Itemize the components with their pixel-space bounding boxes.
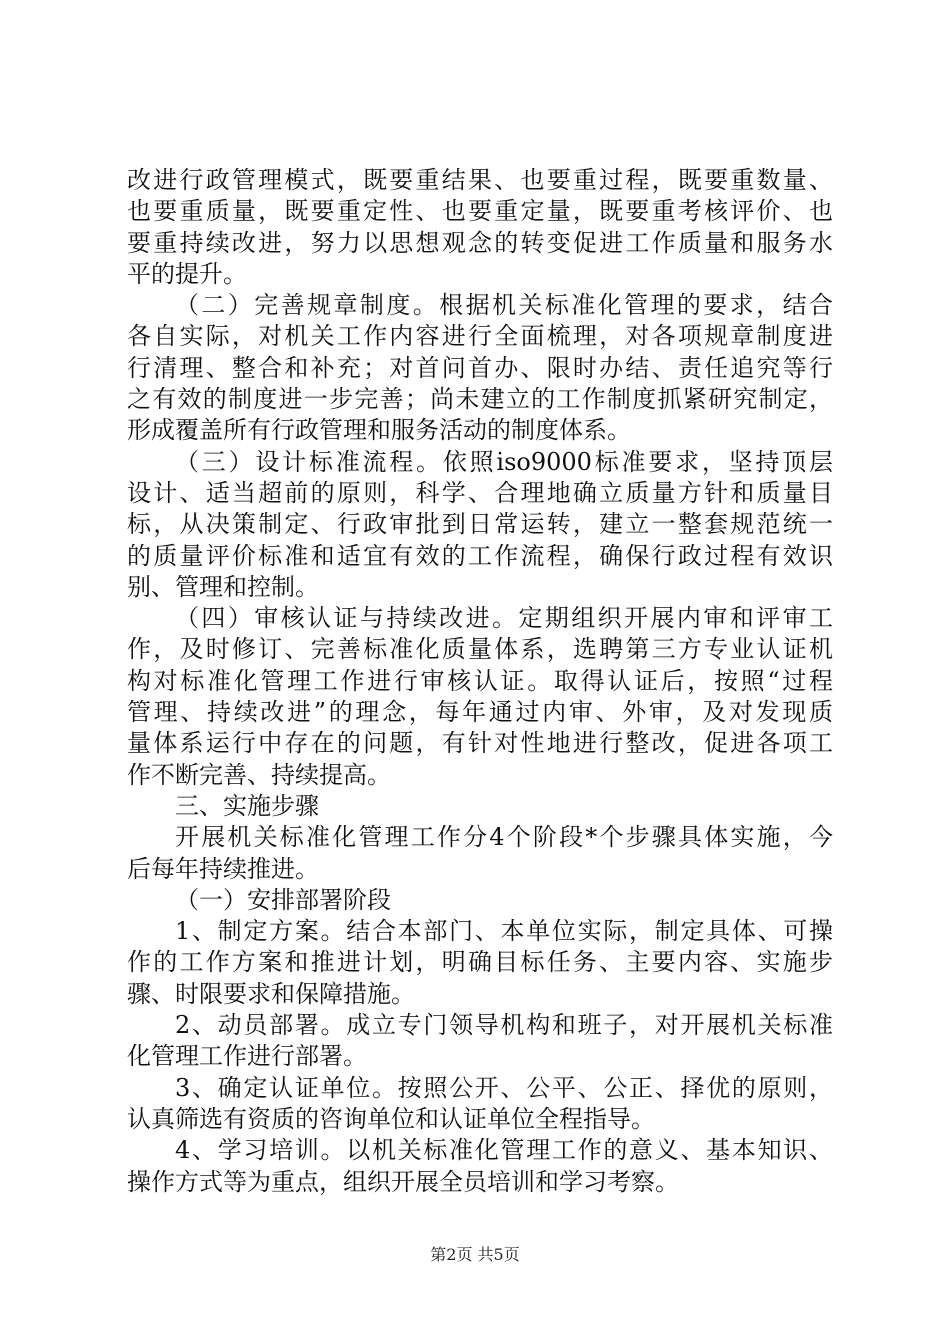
text-line: 各自实际，对机关工作内容进行全面梳理，对各项规章制度进 <box>127 322 833 351</box>
text-line: 作不断完善、持续提高。 <box>127 760 391 789</box>
text-line: 三、实施步骤 <box>175 791 319 820</box>
text-line: 之有效的制度进一步完善；尚未建立的工作制度抓紧研究制定， <box>127 385 833 414</box>
text-line: 操作方式等为重点，组织开展全员培训和学习考察。 <box>127 1167 679 1196</box>
text-line: 4、学习培训。以机关标准化管理工作的意义、基本知识、 <box>175 1136 833 1165</box>
text-line: 要重持续改进，努力以思想观念的转变促进工作质量和服务水 <box>127 228 833 257</box>
text-line: 量体系运行中存在的问题，有针对性地进行整改，促进各项工 <box>127 729 833 758</box>
text-line: 标，从决策制定、行政审批到日常运转，建立一整套规范统一 <box>127 510 833 539</box>
text-line: 1、制定方案。结合本部门、本单位实际，制定具体、可操 <box>175 917 833 946</box>
text-line: （二）完善规章制度。根据机关标准化管理的要求，结合 <box>175 291 833 320</box>
text-line: 作，及时修订、完善标准化质量体系，选聘第三方专业认证机 <box>127 635 833 664</box>
text-line: 后每年持续推进。 <box>127 854 319 883</box>
text-line: 作的工作方案和推进计划，明确目标任务、主要内容、实施步 <box>127 948 833 977</box>
text-line: 也要重质量，既要重定性、也要重定量，既要重考核评价、也 <box>127 197 833 226</box>
text-line: 构对标准化管理工作进行审核认证。取得认证后，按照“过程 <box>127 666 833 695</box>
text-line: 别、管理和控制。 <box>127 572 319 601</box>
text-line: 2、动员部署。成立专门领导机构和班子，对开展机关标准 <box>175 1011 833 1040</box>
text-line: 管理、持续改进”的理念，每年通过内审、外审，及对发现质 <box>127 698 833 727</box>
text-line: 形成覆盖所有行政管理和服务活动的制度体系。 <box>127 416 631 445</box>
text-line: （三）设计标准流程。依照iso9000标准要求，坚持顶层 <box>175 447 833 476</box>
text-line: （四）审核认证与持续改进。定期组织开展内审和评审工 <box>175 604 833 633</box>
text-line: 行清理、整合和补充；对首问首办、限时办结、责任追究等行 <box>127 353 833 382</box>
text-line: 开展机关标准化管理工作分4个阶段*个步骤具体实施，今 <box>175 823 833 852</box>
text-line: 化管理工作进行部署。 <box>127 1042 367 1071</box>
text-line: 平的提升。 <box>127 259 247 288</box>
document-body <box>127 165 833 1198</box>
text-line: 设计、适当超前的原则，科学、合理地确立质量方针和质量目 <box>127 478 833 507</box>
text-line: 3、确定认证单位。按照公开、公平、公正、择优的原则， <box>175 1073 833 1102</box>
text-line: 的质量评价标准和适宜有效的工作流程，确保行政过程有效识 <box>127 541 833 570</box>
text-line: （一）安排部署阶段 <box>175 885 391 914</box>
text-line: 认真筛选有资质的咨询单位和认证单位全程指导。 <box>127 1104 655 1133</box>
text-line: 骤、时限要求和保障措施。 <box>127 979 415 1008</box>
text-line: 改进行政管理模式，既要重结果、也要重过程，既要重数量、 <box>127 166 833 194</box>
page-footer: 第2页 共5页 <box>430 1245 520 1264</box>
